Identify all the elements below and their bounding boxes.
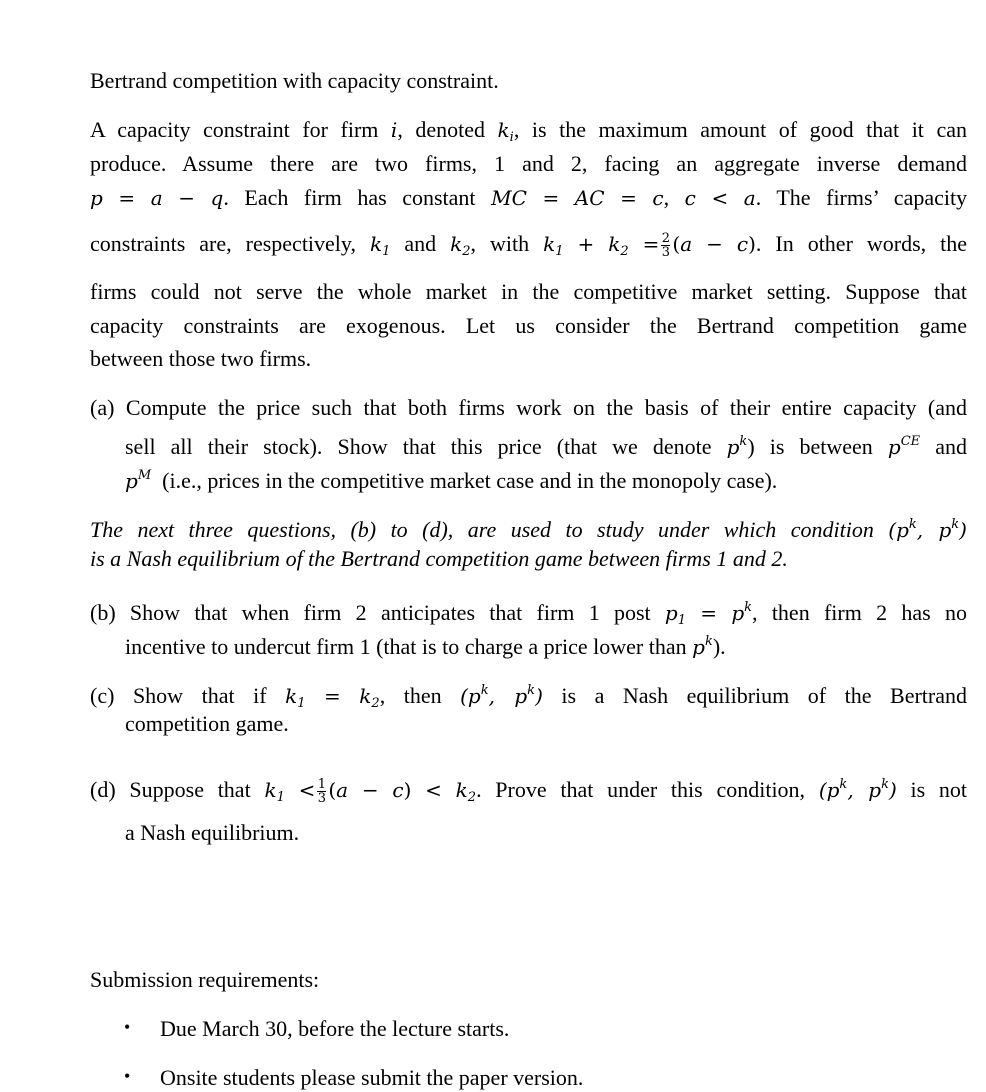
intro-line-6: capacity constraints are exogenous. Let us consider the Bertrand competition game — [90, 313, 967, 338]
bullet-icon: • — [124, 1017, 131, 1037]
intro-line-7: between those two firms. — [90, 346, 312, 371]
fraction-one-third: $\frac{1}{3}$ — [317, 777, 326, 807]
note-line-1: The next three questions, (b) to (d), are used to study under which condition ($p^k$, $p^k$) — [90, 517, 967, 542]
intro-line-1: A capacity constraint for firm i, denoted $k_i$, is the maximum amount of good that it can — [90, 117, 967, 145]
question-b-line-2: incentive to undercut firm 1 (that is to charge a price lower than $p^k$). — [125, 634, 726, 659]
submission-item-2: Onsite students please submit the paper version. — [160, 1065, 584, 1090]
submission-item-1: Due March 30, before the lecture starts. — [160, 1016, 510, 1041]
question-a-line-2: sell all their stock). Show that this price (that we denote $p^k$) is between $p^{CE}$ and — [125, 434, 967, 459]
intro-line-3: p = a − q. Each firm has constant MC = AC = c, c < a. The firms’ capacity — [90, 185, 968, 210]
fraction-two-thirds: $\frac{2}{3}$ — [661, 231, 671, 261]
intro-line-5: firms could not serve the whole market in the competitive market setting. Suppose that — [90, 279, 967, 304]
bullet-icon: • — [124, 1066, 131, 1086]
question-d-line-1: (d) Suppose that $k_1$ < $\frac{1}{3}$ $(a - c) < k_2$. Prove that under this condition, ($p^k$, $p^k$) is not — [90, 777, 968, 807]
question-c-line-1: (c) Show that if $k_1 = k_2$, then ($p^k$, $p^k$) is a Nash equilibrium of the Bertrand — [90, 683, 968, 711]
question-c-line-2: competition game. — [125, 711, 289, 736]
note-line-2: is a Nash equilibrium of the Bertrand competition game between firms 1 and 2. — [90, 546, 788, 571]
intro-line-2: produce. Assume there are two firms, 1 and 2, facing an aggregate inverse demand — [90, 151, 967, 176]
question-a-line-1: (a) Compute the price such that both firms work on the basis of their entire capacity (and — [90, 395, 967, 420]
document-title: Bertrand competition with capacity constraint. — [90, 68, 499, 93]
question-b-line-1: (b) Show that when firm 2 anticipates that firm 1 post $p_1 = p^k$, then firm 2 has no — [90, 600, 967, 628]
question-d-line-2: a Nash equilibrium. — [125, 820, 300, 845]
intro-line-4: constraints are, respectively, $k_1$ and $k_2$, with $k_1 + k_2$ = $\frac{2}{3}$ (a − c). In other words, the — [90, 231, 968, 261]
question-a-line-3: $p^M$ (i.e., prices in the competitive market case and in the monopoly case). — [125, 468, 778, 493]
submission-heading: Submission requirements: — [90, 967, 320, 992]
